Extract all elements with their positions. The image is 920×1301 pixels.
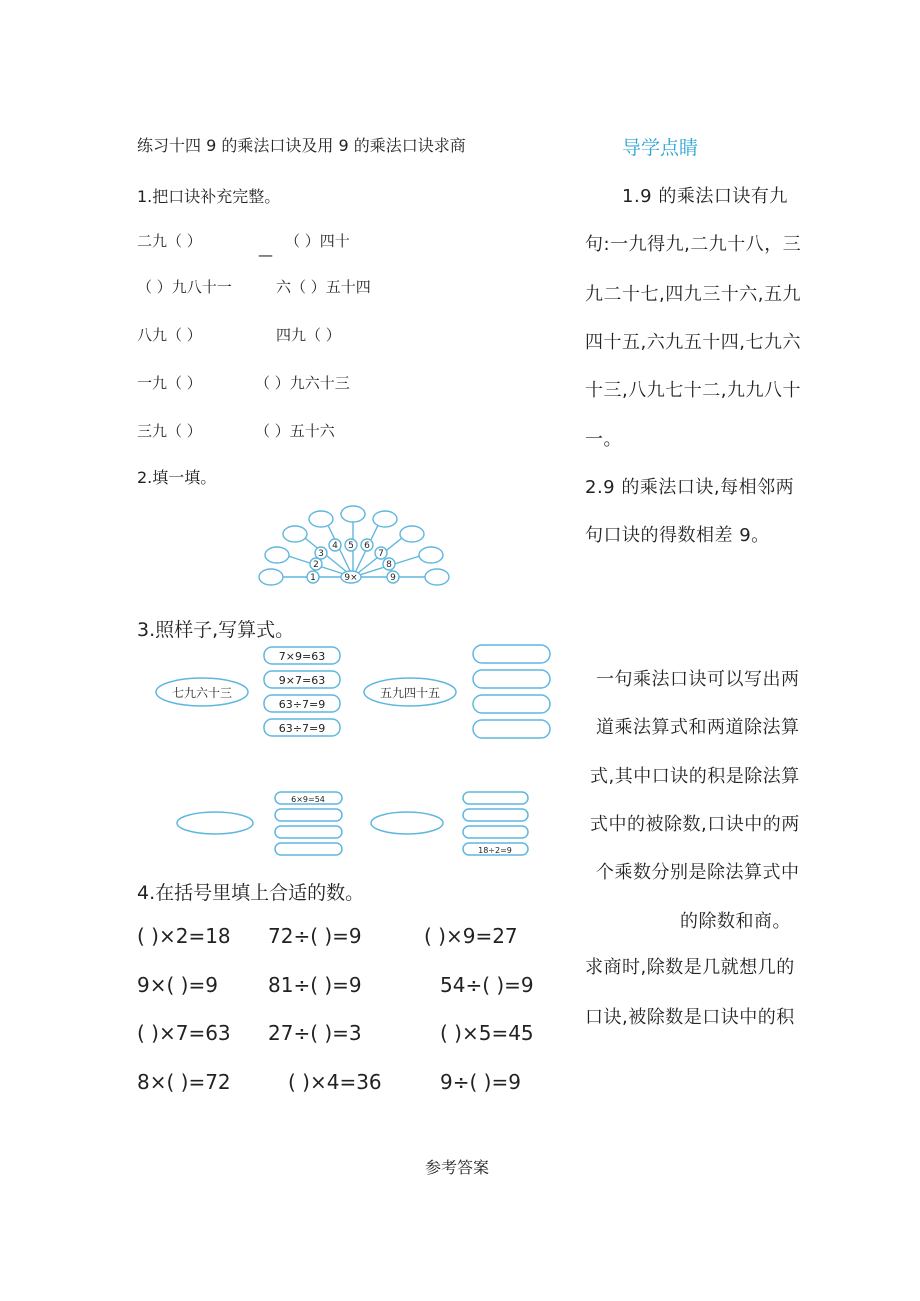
answer-key-heading: 参考答案	[425, 1158, 490, 1177]
example-formula: 7×9=63	[278, 650, 326, 663]
sidebar-line: 式,其中口诀的积是除法算	[590, 766, 800, 787]
fan-number: 2	[313, 560, 319, 570]
q4-item: ( )×4=36	[288, 1070, 382, 1094]
q3-heading: 3.照样子,写算式。	[137, 619, 295, 641]
example-formula: 63÷7=9	[278, 698, 326, 711]
example-rhyme: 七九六十三	[171, 686, 233, 700]
fan-number: 6	[364, 541, 370, 551]
sidebar-line: 的除数和商。	[680, 911, 791, 932]
answer-box[interactable]	[473, 645, 550, 663]
answer-box[interactable]	[473, 695, 550, 713]
sidebar-line: 九二十七,四九三十六,五九	[585, 284, 801, 305]
fan-number: 4	[332, 541, 338, 551]
fan-center: 9×	[344, 573, 358, 583]
sidebar-line: 个乘数分别是除法算式中	[596, 862, 800, 883]
sidebar-line: 一。	[585, 429, 622, 450]
q1-item: （ ）五十六	[255, 422, 335, 440]
fan-number: 7	[378, 549, 384, 559]
sidebar-line: 四十五,六九五十四,七九六	[585, 332, 801, 353]
blank-oval[interactable]	[425, 569, 449, 585]
sidebar-line: 一句乘法口诀可以写出两	[596, 669, 800, 690]
blank-oval[interactable]	[265, 547, 289, 563]
q2-heading: 2.填一填。	[137, 468, 217, 487]
formula-diagram	[150, 642, 560, 857]
blank-oval[interactable]	[283, 526, 307, 542]
stray-mark: —	[258, 246, 273, 264]
sidebar-line: 句口诀的得数相差 9。	[585, 525, 770, 546]
q4-item: 27÷( )=3	[268, 1021, 362, 1045]
answer-box[interactable]	[275, 826, 342, 838]
example-formula: 9×7=63	[278, 674, 326, 687]
sidebar-line: 1.9 的乘法口诀有九	[622, 186, 788, 207]
q1-item: 八九（ ）	[137, 326, 202, 344]
q1-item: （ ）九八十一	[137, 278, 232, 296]
second-rhyme: 五九四十五	[379, 686, 441, 700]
sidebar-line: 句:一九得九,二九十八，三	[585, 234, 802, 255]
blank-oval[interactable]	[400, 526, 424, 542]
q1-heading: 1.把口诀补充完整。	[137, 187, 281, 206]
q1-item: 一九（ ）	[137, 374, 202, 392]
blank-oval[interactable]	[419, 547, 443, 563]
answer-box[interactable]	[463, 792, 528, 804]
q4-item: ( )×5=45	[440, 1021, 534, 1045]
sidebar-line: 2.9 的乘法口诀,每相邻两	[585, 477, 795, 498]
blank-oval[interactable]	[341, 506, 365, 522]
fan-number: 3	[318, 549, 324, 559]
q4-item: ( )×7=63	[137, 1021, 231, 1045]
fan-number: 5	[348, 541, 354, 551]
q4-item: 54÷( )=9	[440, 973, 534, 997]
q4-item: 72÷( )=9	[268, 924, 362, 948]
sidebar-line: 求商时,除数是几就想几的	[585, 957, 795, 978]
blank-oval[interactable]	[373, 511, 397, 527]
q1-item: （ ）四十	[285, 232, 350, 250]
q4-item: ( )×2=18	[137, 924, 231, 948]
fan-number: 1	[310, 573, 316, 583]
blank-oval[interactable]	[371, 812, 443, 834]
sidebar-line: 式中的被除数,口诀中的两	[590, 814, 800, 835]
page-title: 练习十四 9 的乘法口诀及用 9 的乘法口诀求商	[137, 136, 466, 155]
fan-number: 9	[390, 573, 396, 583]
blank-oval[interactable]	[309, 511, 333, 527]
q1-item: 二九（ ）	[137, 232, 202, 250]
q4-item: 81÷( )=9	[268, 973, 362, 997]
sidebar-line: 十三,八九七十二,九九八十	[585, 380, 801, 401]
blank-oval[interactable]	[259, 569, 283, 585]
answer-box[interactable]	[275, 843, 342, 855]
q4-item: 8×( )=72	[137, 1070, 231, 1094]
answer-box[interactable]	[275, 809, 342, 821]
answer-box[interactable]	[463, 809, 528, 821]
answer-box[interactable]	[473, 720, 550, 738]
given-formula: 18÷2=9	[478, 846, 512, 855]
q1-item: 四九（ ）	[276, 326, 341, 344]
sidebar-line: 口诀,被除数是口诀中的积	[585, 1007, 795, 1028]
given-formula: 6×9=54	[291, 795, 325, 804]
fan-number: 8	[386, 560, 392, 570]
q4-item: 9×( )=9	[137, 973, 218, 997]
example-formula: 63÷7=9	[278, 722, 326, 735]
q4-item: 9÷( )=9	[440, 1070, 521, 1094]
q1-item: 三九（ ）	[137, 422, 202, 440]
q4-heading: 4.在括号里填上合适的数。	[137, 882, 365, 904]
fan-diagram	[255, 505, 460, 587]
sidebar-heading: 导学点睛	[622, 137, 699, 159]
answer-box[interactable]	[463, 826, 528, 838]
answer-box[interactable]	[473, 670, 550, 688]
q1-item: 六（ ）五十四	[276, 278, 371, 296]
sidebar-line: 道乘法算式和两道除法算	[596, 717, 800, 738]
q1-item: （ ）九六十三	[255, 374, 350, 392]
blank-oval[interactable]	[177, 812, 253, 834]
q4-item: ( )×9=27	[424, 924, 518, 948]
